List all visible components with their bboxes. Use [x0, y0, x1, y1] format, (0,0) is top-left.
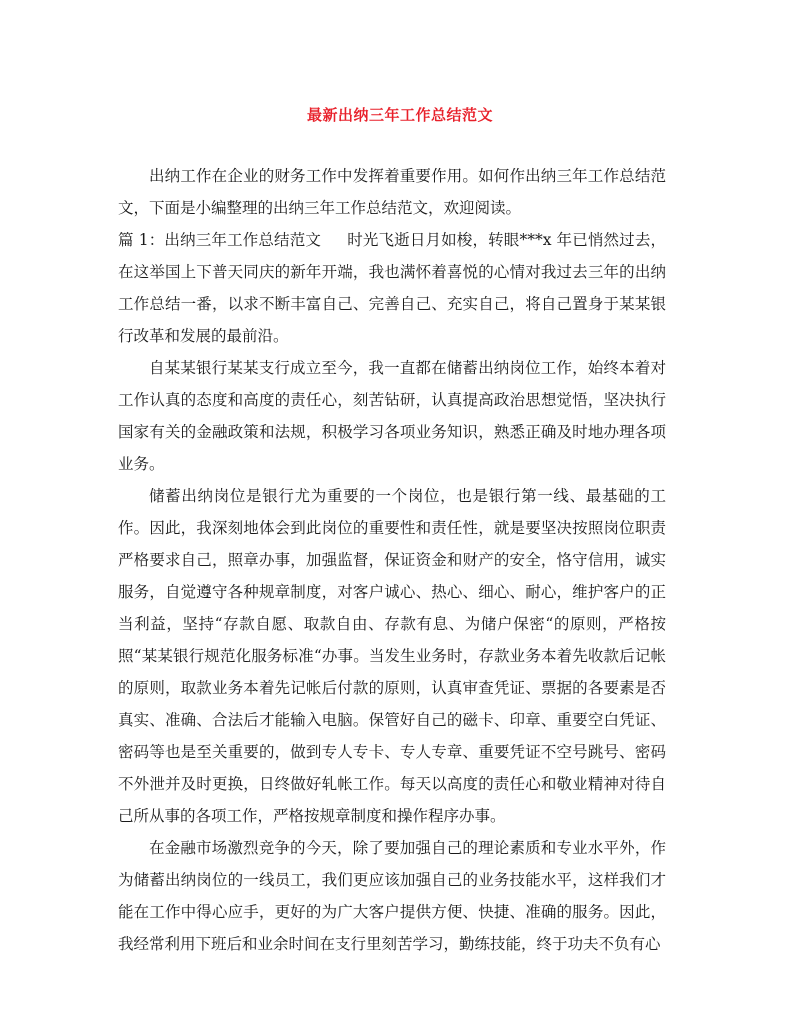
document-title: 最新出纳三年工作总结范文	[306, 106, 493, 124]
section-one-paragraph	[118, 224, 666, 352]
section-first-text: 时光飞逝日月如梭，转眼***x 年已悄然过去，在这举国上下普天同庆的新年开端，我也满怀着喜悦的心情对我过去三年的出纳工作总结一番，以求不断丰富自己、完善自己、充实自己，将自己置身于某某银行改革和发展的最前沿。	[118, 231, 666, 345]
intro-paragraph: 出纳工作在企业的财务工作中发挥着重要作用。如何作出纳三年工作总结范文，下面是小编整理的出纳三年工作总结范文，欢迎阅读。	[118, 167, 666, 217]
section-heading: 篇 1：出纳三年工作总结范文	[118, 231, 322, 249]
document-body	[118, 160, 666, 960]
body-paragraph-2: 储蓄出纳岗位是银行尤为重要的一个岗位，也是银行第一线、最基础的工作。因此，我深刻地体会到此岗位的重要性和责任性，就是要坚决按照岗位职责严格要求自己，照章办事，加强监督，保证资金和财产的安全，恪守信用，诚实服务，自觉遵守各种规章制度，对客户诚心、热心、细心、耐心，维护客户的正当利益，坚持“存款自愿、取款自由、存款有息、为储户保密“的原则，严格按照“某某银行规范化服务标准“办事。当发生业务时，存款业务本着先收款后记帐的原则，取款业务本着先记帐后付款的原则，认真审查凭证、票据的各要素是否真实、准确、合法后才能输入电脑。保管好自己的磁卡、印章、重要空白凭证、密码等也是至关重要的，做到专人专卡、专人专章、重要凭证不空号跳号、密码不外泄并及时更换，日终做好轧帐工作。每天以高度的责任心和敬业精神对待自己所从事的各项工作，严格按规章制度和操作程序办事。	[118, 487, 666, 825]
body-paragraph-3: 在金融市场激烈竞争的今天，除了要加强自己的理论素质和专业水平外，作为储蓄出纳岗位的一线员工，我们更应该加强自己的业务技能水平，这样我们才能在工作中得心应手，更好的为广大客户提供方便、快捷、准确的服务。因此，我经常利用下班后和业余时间在支行里刻苦学习，勤练技能，终于功夫不负有心	[118, 839, 666, 953]
body-paragraph-1: 自某某银行某某支行成立至今，我一直都在储蓄出纳岗位工作，始终本着对工作认真的态度和高度的责任心，刻苦钻研，认真提高政治思想觉悟，坚决执行国家有关的金融政策和法规，积极学习各项业务知识，熟悉正确及时地办理各项业务。	[118, 359, 666, 473]
